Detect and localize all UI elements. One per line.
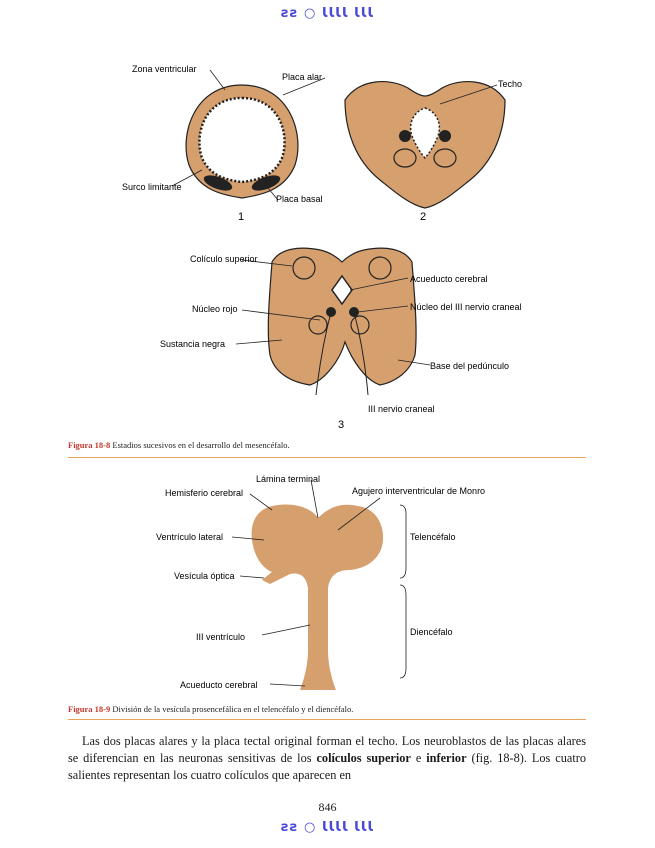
stage-number-1: 1 [238, 211, 245, 223]
label-coliculo-superior: Colículo superior [190, 254, 258, 264]
stage-number-3: 3 [338, 419, 345, 431]
page-number: 846 [318, 800, 337, 814]
label-hemisferio-cerebral: Hemisferio cerebral [165, 488, 244, 498]
label-diencefalo: Diencéfalo [410, 627, 453, 637]
watermark-top: ꙅꙅ ○ ꙆꙆꙆꙆ ꙆꙆꙆ [280, 6, 375, 21]
label-acueducto-cerebral-2: Acueducto cerebral [180, 680, 258, 690]
figure-18-9 [0, 470, 655, 700]
term-inferior: inferior [426, 751, 467, 765]
caption-text: Estadios sucesivos en el desarrollo del mesencéfalo. [112, 440, 290, 450]
label-agujero-monro: Agujero interventricular de Monro [352, 486, 486, 496]
divider [68, 719, 586, 720]
figure-18-8 [0, 40, 655, 470]
label-iii-nervio-craneal: III nervio craneal [368, 404, 435, 414]
label-techo: Techo [498, 79, 523, 89]
body-text-part: Las dos placas alares y la placa tectal original forman el techo. Los neuroblastos de las placas alares se diferencian en las neuronas sensitivas de los [68, 734, 586, 765]
label-surco-limitante: Surco limitante [122, 182, 182, 192]
body-text-part: e [410, 751, 427, 765]
prosencephalon-diagram [252, 505, 383, 691]
label-sustancia-negra: Sustancia negra [160, 339, 226, 349]
label-telencefalo: Telencéfalo [410, 532, 456, 542]
label-ventriculo-lateral: Ventrículo lateral [156, 532, 224, 542]
watermark-bottom: ꙅꙅ ○ ꙆꙆꙆꙆ ꙆꙆꙆ [280, 820, 375, 835]
label-acueducto-cerebral: Acueducto cerebral [410, 274, 488, 284]
label-zona-ventricular: Zona ventricular [132, 64, 197, 74]
term-coliculos-superior: colículos superior [316, 751, 411, 765]
caption-number: Figura 18-9 [68, 704, 111, 714]
caption-number: Figura 18-8 [68, 440, 111, 450]
label-base-pedunculo: Base del pedúnculo [430, 361, 510, 371]
stage-number-2: 2 [420, 211, 427, 223]
label-iii-ventriculo: III ventrículo [196, 632, 246, 642]
divider [68, 457, 586, 458]
label-vesicula-optica: Vesícula óptica [174, 571, 235, 581]
figure-18-9-caption [68, 704, 353, 714]
body-text-part: (fig. 18-8). Los cuatro salientes representan los cuatro colículos que aparecen en [68, 751, 586, 782]
label-nucleo-iii-nervio: Núcleo del III nervio craneal [410, 302, 522, 312]
body-paragraph [68, 733, 586, 784]
label-nucleo-rojo: Núcleo rojo [192, 304, 238, 314]
label-placa-basal: Placa basal [276, 194, 323, 204]
label-lamina-terminal: Lámina terminal [256, 474, 321, 484]
label-placa-alar: Placa alar [282, 72, 323, 82]
figure-18-8-caption [68, 440, 290, 450]
caption-text: División de la vesícula prosencefálica en el telencéfalo y el diencéfalo. [112, 704, 354, 714]
